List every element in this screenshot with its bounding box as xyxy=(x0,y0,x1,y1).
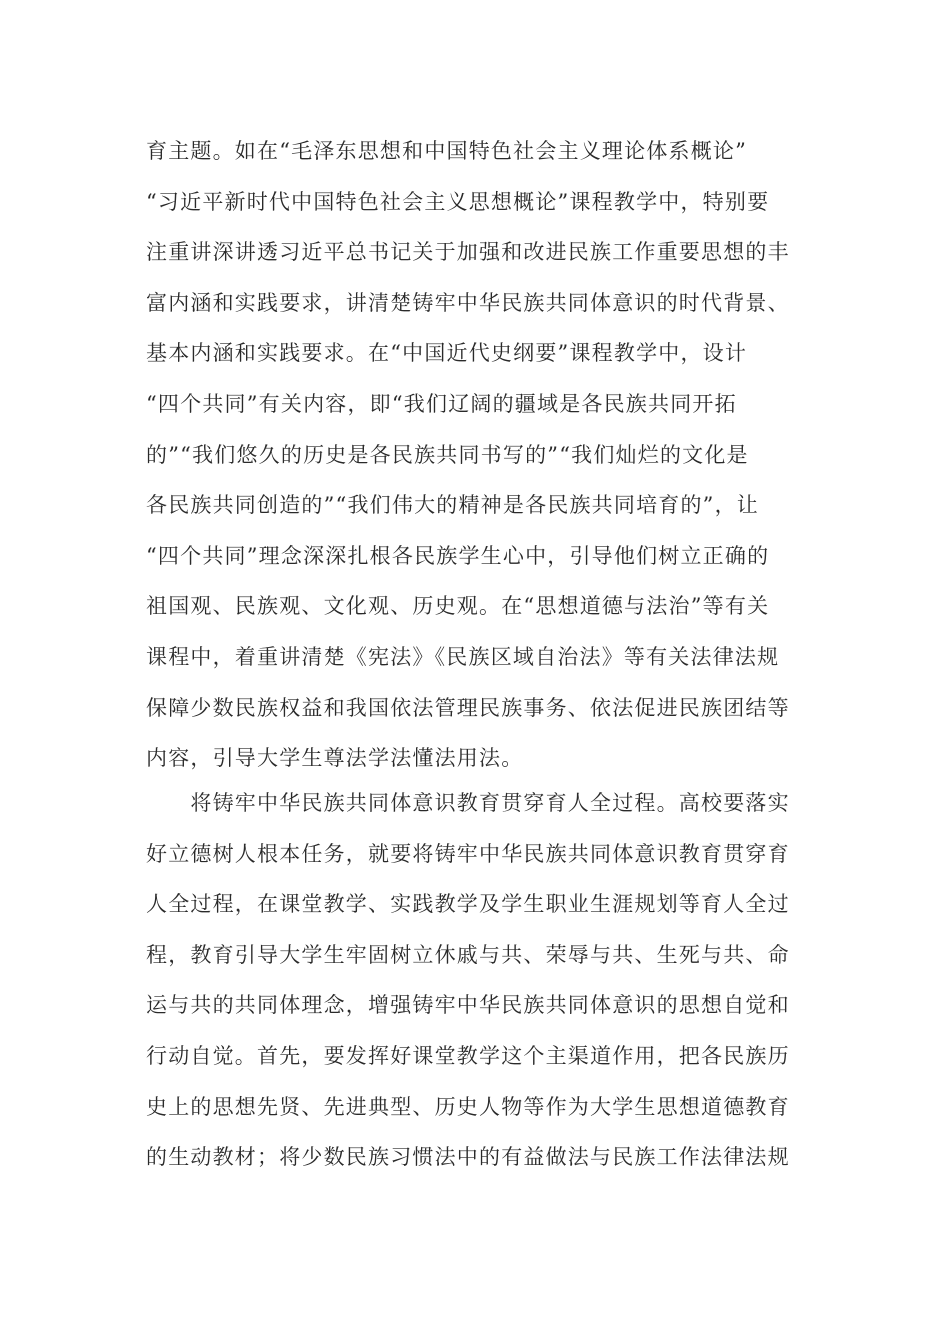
text-line: 注重讲深讲透习近平总书记关于加强和改进民族工作重要思想的丰 xyxy=(146,240,790,265)
text-line: 行动自觉。首先，要发挥好课堂教学这个主渠道作用，把各民族历 xyxy=(146,1043,790,1068)
text-line: 程，教育引导大学生牢固树立休戚与共、荣辱与共、生死与共、命 xyxy=(146,942,790,967)
text-line: 基本内涵和实践要求。在“中国近代史纲要”课程教学中，设计 xyxy=(146,341,748,366)
text-line: “习近平新时代中国特色社会主义思想概论”课程教学中，特别要 xyxy=(146,189,770,214)
text-line: 课程中，着重讲清楚《宪法》《民族区域自治法》等有关法律法规 xyxy=(146,644,780,669)
text-line: 人全过程，在课堂教学、实践教学及学生职业生涯规划等育人全过 xyxy=(146,892,790,917)
text-line: 好立德树人根本任务，就要将铸牢中华民族共同体意识教育贯穿育 xyxy=(146,841,790,866)
paragraph-continuation xyxy=(146,126,796,784)
text-line: “四个共同”理念深深扎根各民族学生心中，引导他们树立正确的 xyxy=(146,543,770,568)
text-line: 保障少数民族权益和我国依法管理民族事务、依法促进民族团结等 xyxy=(146,695,790,720)
text-line: 史上的思想先贤、先进典型、历史人物等作为大学生思想道德教育 xyxy=(146,1094,790,1119)
text-line: 运与共的共同体理念，增强铸牢中华民族共同体意识的思想自觉和 xyxy=(146,993,790,1018)
text-line: “四个共同”有关内容，即“我们辽阔的疆域是各民族共同开拓 xyxy=(146,391,737,416)
text-line: 将铸牢中华民族共同体意识教育贯穿育人全过程。高校要落实 xyxy=(146,791,790,815)
text-line: 育主题。如在“毛泽东思想和中国特色社会主义理论体系概论” xyxy=(146,139,748,163)
text-line: 的生动教材；将少数民族习惯法中的有益做法与民族工作法律法规 xyxy=(146,1145,790,1170)
text-line: 的”“我们悠久的历史是各民族共同书写的”“我们灿烂的文化是 xyxy=(146,442,749,467)
text-line: 内容，引导大学生尊法学法懂法用法。 xyxy=(146,746,524,771)
paragraph-main xyxy=(146,778,796,1183)
text-line: 各民族共同创造的”“我们伟大的精神是各民族共同培育的”，让 xyxy=(146,493,760,518)
text-line: 富内涵和实践要求，讲清楚铸牢中华民族共同体意识的时代背景、 xyxy=(146,290,790,315)
text-line: 祖国观、民族观、文化观、历史观。在“思想道德与法治”等有关 xyxy=(146,594,770,619)
